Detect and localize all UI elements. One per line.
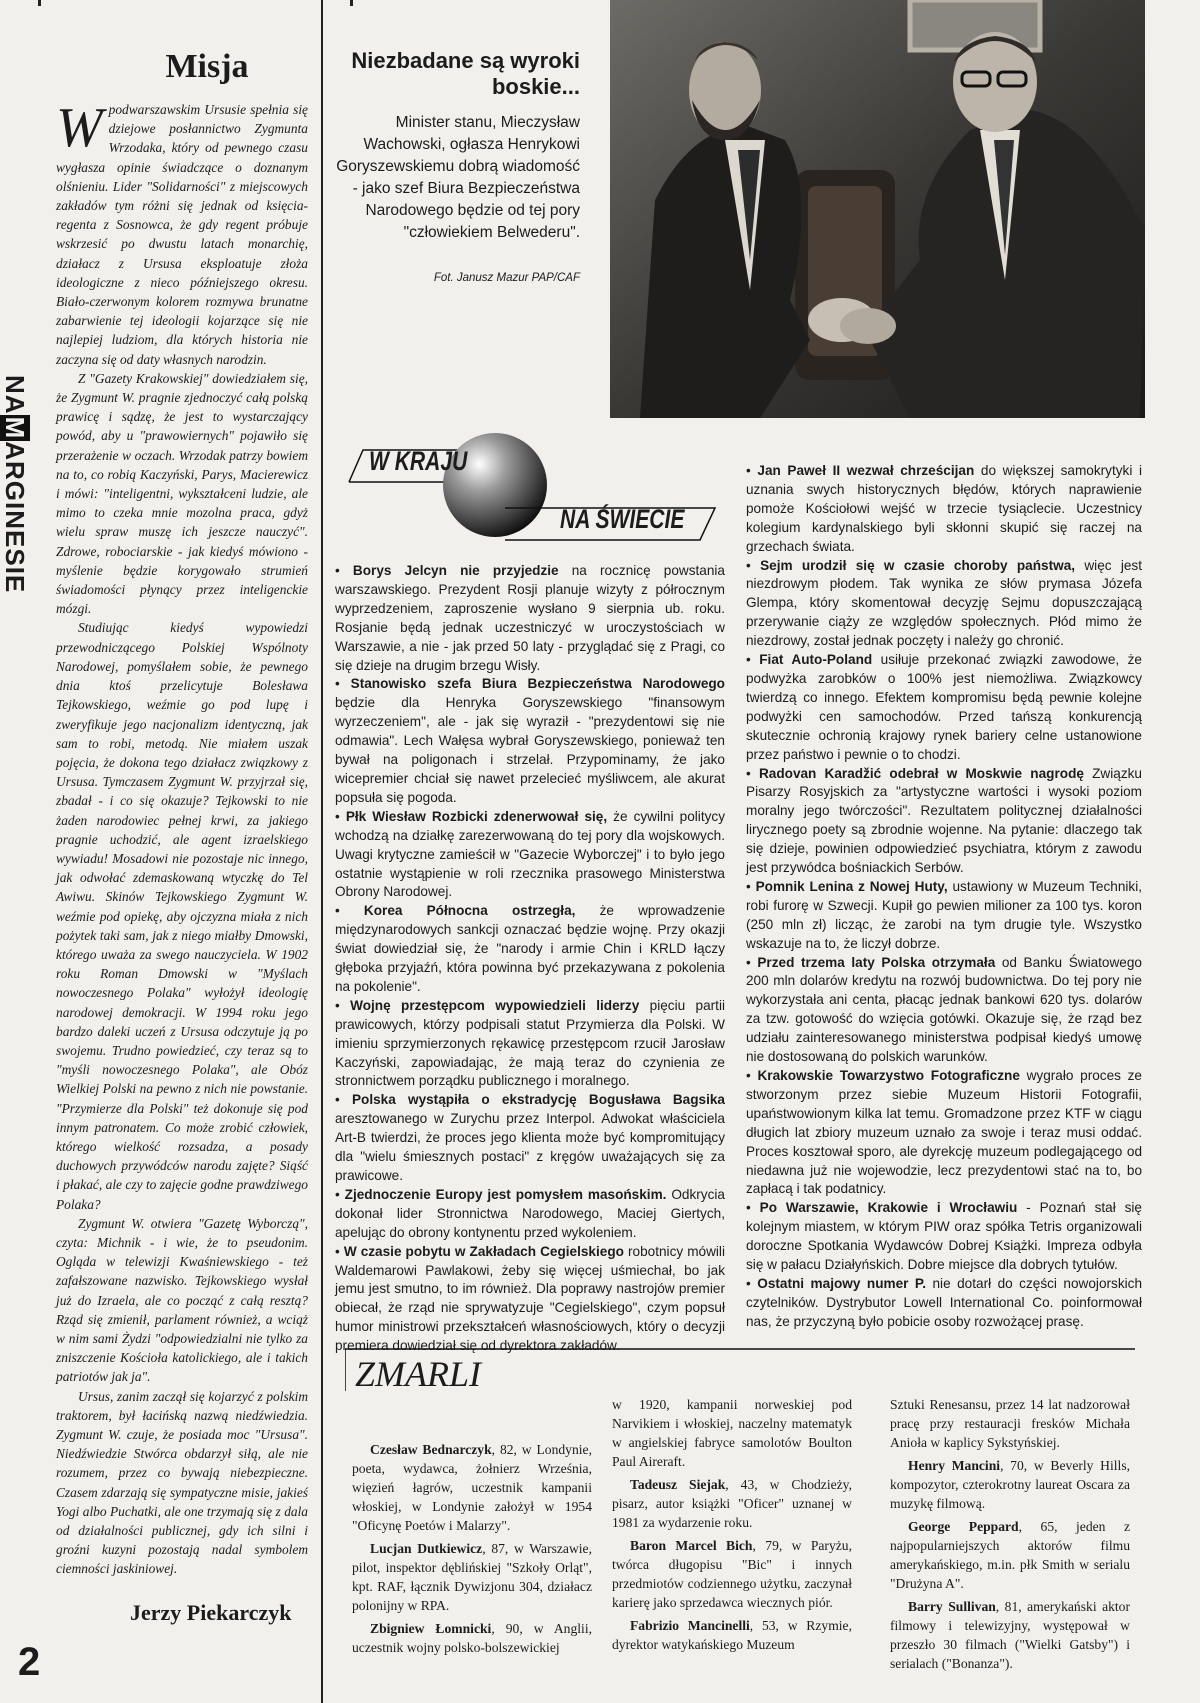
news-item bbox=[335, 997, 725, 1092]
obituary-entry bbox=[612, 1536, 852, 1612]
news-text: na rocznicę powstania warszawskiego. Prezydent Rosji planuje wizyty z półrocznym wyprzedzeniem, zaproszenie wysłano 9 sierpnia ub. roku. Rosjanie będą jednak uczestniczyć w uroczystościach w Warszawie, a nie - jak przed 50 laty - przyglądać się z Pragi, co się dzieje na drugim brzegu Wisły. bbox=[335, 563, 725, 673]
bullet-icon: • bbox=[746, 1200, 760, 1216]
news-item bbox=[335, 902, 725, 997]
news-lead: Borys Jelcyn nie przyjedzie bbox=[352, 563, 559, 578]
handshake-photo-illustration bbox=[610, 0, 1145, 418]
bullet-icon: • bbox=[746, 463, 758, 478]
news-lead: Ostatni majowy numer P. bbox=[757, 1275, 927, 1291]
news-lead: Sejm urodził się w czasie choroby państwa, bbox=[760, 557, 1076, 573]
news-item bbox=[746, 1199, 1142, 1275]
photo-caption-block bbox=[330, 48, 580, 284]
misja-paragraph: Studiując kiedyś wypowiedzi przewodniczącego Polskiej Wspólnoty Narodowej, pomyślałem sobie, że pewnego dnia ktoś przelicytuje Bolesława Tejkowskiego, weźmie go pod lupę i zweryfikuje jego nacjonalizm identyczną, jak sam to robi, metodą. Nie miałem uszak pojęcia, że dokona tego działacz związkowy z Ursusa. Tymczasem Zygmunt W. przyjrzał się, zbadał - i co się okazuje? Tejkowski to nie żaden narodowiec pełnej krwi, za jakiego pragnie uchodzić, ale agent izraelskiego wywiadu! Mosadowi nie pozostaje nic innego, jak odwołać zdemaskowaną wtyczkę do Tel Awiwu. Skinów Tejkowskiego Zygmunt W. weźmie pod opiekę, aby ojczyzna miała z nich pożytek taki sam, jak z niego miałby Dmowski, którego uważa za swego nauczyciela. W 1902 roku Roman Dmowski w "Myślach nowoczesnego Polaka" wyłożył ideologię narodowej demokracji. W 1994 roku jego bardzo daleki uczeń z Ursusa odczytuje ją po swojemu. Trudno powiedzieć, czy teraz są to "myśli nowoczesnego Polaka", ale Obóz Wielkiej Polski na pewno z nich nie powstanie. "Przymierze dla Polski" też dokonuje się pod innym patronatem. Co może zrobić człowiek, którego wielkość rozsadza, a posady duchowych przywódców narodu zajęte? Siąść i płakać, ale czy to zajęcie godne prawdziwego Polaka? bbox=[56, 620, 308, 1212]
zmarli-column-2 bbox=[612, 1395, 852, 1658]
news-text: wygrało proces ze stworzonym przez siebie Muzeum Historii Fotografii, upaństwowionym kilka lat temu. Gromadzone przez KTF w ciągu długich lat zbiory muzeum uznało za swoje i teraz musi oddać. Proces kosztował sporo, ale dyrekcję muzeum podlegającego od niedawna już nie wojewodzie, lecz prezydentowi stać na to, bo zapłacą i tak podatnicy. bbox=[746, 1068, 1142, 1197]
news-text: więc jest niezdrowym płodem. Tak wynika ze słów prymasa Józefa Glempa, który skomentował decyzję Sejmu dopuszczającą przerywanie ciąży ze względów społecznych. Płód mimo że niezdrowy, został jednak poczęty i należy go chronić. bbox=[746, 557, 1143, 649]
news-text: - Poznań stał się kolejnym miastem, w którym PIW oraz spółka Tetris organizowali doroczne Spotkania Wydawców Dobrej Książki. Impreza odbyła się w pałacu Działyńskich. Dobre miejsce dla dobrych tytułów. bbox=[746, 1200, 1142, 1273]
obituary-text: , 65, jeden z najpopularniejszych aktorów filmu amerykańskiego, m.in. płk Smith w serialu "Drużyna A". bbox=[890, 1519, 1130, 1591]
obituary-name: Baron Marcel Bich bbox=[630, 1538, 753, 1553]
obituary-entry bbox=[890, 1395, 1130, 1452]
news-item bbox=[746, 878, 1142, 954]
zmarli-column-3 bbox=[890, 1395, 1130, 1677]
banner-right-label: NA ŚWIECIE bbox=[560, 504, 685, 534]
misja-column bbox=[56, 48, 308, 1579]
news-item bbox=[335, 675, 725, 807]
obituary-text: , 53, w Rzymie, dyrektor watykańskiego Muzeum bbox=[612, 1618, 852, 1652]
bullet-icon: • bbox=[335, 997, 351, 1013]
section-label-suffix: ARGINESIE bbox=[0, 441, 30, 594]
news-lead: Stanowisko szefa Biura Bezpieczeństwa Narodowego bbox=[350, 676, 725, 692]
bullet-icon: • bbox=[335, 808, 346, 824]
news-text: Odkrycia dokonał lider Stronnictwa Narodowego, Maciej Giertych, apelując do obrony kontynentu przed wykoleniem. bbox=[335, 1186, 725, 1240]
news-item bbox=[335, 1091, 725, 1186]
news-text: usiłuje przekonać związki zawodowe, że podwyżka zarobków o 100% jest niemożliwa. Związkowcy twierdzą co innego. Efektem kompromisu będą pewnie kolejne podwyżki cen samochodów. Przed tańszą konkurencją skutecznie ochronią krajowy rynek bariery celne ustanowione przez państwo i pewnie o to chodzi. bbox=[746, 652, 1142, 762]
news-text: aresztowanego w Zurychu przez Interpol. Adwokat właściciela Art-B twierdzi, że proces jego klienta może być kompromitujący dla "wielu śmiesznych postaci" z kręgów uważających się za prawicowe. bbox=[335, 1111, 725, 1183]
misja-paragraph: Ursus, zanim zaczął się kojarzyć z polskim traktorem, był łacińską nazwą niedźwiedzia. Zygmunt W. czuje, że posiada moc "Ursusa". Niedźwiedzie Stwórca obdarzył siłą, ale nie rozumem, przez co bywają niebezpieczne. Czasem zdarzają się sympatyczne misie, jakieś Yogi albo Puchatki, ale one trzymają się z dala od działalności publicznej, gdy ich silni i groźni kuzyni pozostają nadal symbolem ciemności jaskiniowej. bbox=[56, 1388, 308, 1577]
bullet-icon: • bbox=[746, 557, 761, 573]
news-text: pięciu partii prawicowych, którzy podpisali statut Przymierza dla Polski. W imieniu sprzymierzonych rękawicę przestępcom rzucił Jarosław Kaczyński, zapowiadając, że mają teraz do czynienia ze stronnictwem porządku publicznego i moralnego. bbox=[335, 997, 725, 1089]
news-text: Związku Pisarzy Rosyjskich za "artystyczne wartości i wysoki poziom moralny jego twórczości". Rezultatem politycznej działalności lirycznego poety są zbrodnie wojenne. Na pytanie: dlaczego tak się dzieje, powinien odpowiedzieć psychiatra, którym z zawodu jest przywódca bośniackich Serbów. bbox=[746, 765, 1142, 876]
bullet-icon: • bbox=[335, 1243, 344, 1259]
news-column-right bbox=[746, 462, 1142, 1332]
misja-paragraph: Z "Gazety Krakowskiej" dowiedziałem się, że Zygmunt W. pragnie zjednoczyć całą polską prawicę i sądzę, że jest to wystarczający powód, aby u "prawowiernych" pojawiło się przerażenie w oczach. Wrzodak patrzy bowiem na to, co robią Kaczyński, Parys, Macierewicz i mówi: "inteligentni, wykształceni ludzie, ale mimo to czeka mnie mozolna praca, gdyż wielu spraw muszę ich jeszcze nauczyć". Zdrowe, robociarskie - jak kiedyś mówiono - myślenie będzie korygowało strumień świadomości płynący przez inteligenckie mózgi. bbox=[56, 370, 308, 617]
obituary-name: Czesław Bednarczyk bbox=[370, 1442, 492, 1457]
news-text: do większej samokrytyki i uznania swych historycznych błędów, których naprawienie pomoże Kościołowi wejść w trzecie tysiąclecie. Uczestnicy kolegium kardynalskiego byli skłonni skupić się raczej na grzechach świata. bbox=[746, 463, 1142, 554]
obituary-entry bbox=[352, 1440, 592, 1535]
news-item bbox=[746, 1067, 1142, 1199]
misja-paragraph: Zygmunt W. otwiera "Gazetę Wyborczą", czyta: Michnik - i wie, że to pseudonim. Ogląda w telewizji Kwaśniewskiego - też zafałszowane nazwisko. Tejkowskiego wysłał już do Izraela, ale co począć z całą resztą? Rząd się zmienił, parlament również, a wciąż w nim sami Żydzi "odpowiedzialni nie tylko za zniszczenie Kościoła katolickiego, ale i takich patriotów jak ja". bbox=[56, 1215, 308, 1385]
news-item bbox=[746, 557, 1142, 652]
obituary-entry bbox=[352, 1539, 592, 1615]
obituary-entry bbox=[352, 1619, 592, 1657]
news-lead: Po Warszawie, Krakowie i Wrocławiu bbox=[759, 1200, 1018, 1216]
page-number: 2 bbox=[18, 1640, 41, 1684]
news-item bbox=[746, 462, 1142, 557]
news-item bbox=[335, 1243, 725, 1356]
news-text: będzie dla Henryka Goryszewskiego "finansowym wyrzeczeniem", ale - jak się wyraził - "prezydentowi się nie odmawia". Lech Wałęsa wybrał Goryszewskiego, ponieważ ten bywał na poligonach i strzelał. Przypominamy, że jako wicepremier chciał się nawet przelecieć myśliwcem, ale akurat popsuła się pogoda. bbox=[335, 695, 725, 805]
obituary-text: , 70, w Beverly Hills, kompozytor, czterokrotny laureat Oscara za muzykę filmową. bbox=[890, 1458, 1131, 1511]
misja-title: Misja bbox=[165, 48, 249, 85]
news-item bbox=[335, 562, 725, 675]
bullet-icon: • bbox=[746, 765, 759, 781]
news-lead: W czasie pobytu w Zakładach Cegielskiego bbox=[343, 1243, 624, 1259]
misja-paragraph: Wpodwarszawskim Ursusie spełnia się dziejowe posłannictwo Zygmunta Wrzodaka, który od pewnego czasu wygłasza opinie świadczące o doznanym olśnieniu. Lider "Solidarności" z miejscowych zakładów tym różni się jednak od księcia-regenta z Sosnowca, że gdy regent próbuje wskrzesić po dwustu latach monarchię, działacz z Ursusa eksploatuje złoża ideologiczne z nieco późniejszego okresu. Biało-czerwonym kolorem rozmywa brunatne zabarwienie tej ideologii kojarzące się nie najlepiej ludziom, dla których historia nie zaczyna się od daty własnych narodzin. bbox=[56, 97, 308, 367]
obituary-text: , 79, w Paryżu, twórca długopisu "Bic" i innych przedmiotów codziennego użytku, zaczynał karierę jako sprzedawca wiecznych piór. bbox=[612, 1538, 852, 1610]
bullet-icon: • bbox=[746, 1068, 758, 1083]
photo-credit: Fot. Janusz Mazur PAP/CAF bbox=[433, 272, 580, 284]
press-photo bbox=[610, 0, 1145, 418]
obituary-text: Sztuki Renesansu, przez 14 lat nadzorował pracę przy restauracji fresków Michała Anioła w kaplicy Sykstyńskiej. bbox=[890, 1397, 1130, 1450]
dropcap: W bbox=[56, 97, 103, 159]
news-item bbox=[746, 1275, 1142, 1332]
section-label bbox=[0, 375, 34, 635]
banner-left-label: W KRAJU bbox=[369, 446, 468, 476]
news-column-left bbox=[335, 562, 725, 1356]
news-lead: Polska wystąpiła o ekstradycję Bogusława Bagsika bbox=[351, 1092, 725, 1108]
news-text: że wprowadzenie międzynarodowych sankcji oznaczać będzie wojnę. Przy okazji świat dowiedział się, że "narody i armie Chin i KRLD łączy głęboka przyjaźń, która powinna być przekazywana z pokolenia na pokolenie". bbox=[335, 903, 726, 994]
obituary-text: w 1920, kampanii norweskiej pod Narvikiem i włoskiej, naczelny matematyk w angielskiej fabryce samolotów Boulton Paul Aireraft. bbox=[612, 1397, 852, 1469]
photo-headline: Niezbadane są wyroki boskie... bbox=[351, 48, 580, 99]
bullet-icon: • bbox=[335, 903, 364, 919]
news-lead: Fiat Auto-Poland bbox=[759, 652, 873, 668]
news-lead: Korea Północna ostrzegła, bbox=[363, 903, 576, 919]
news-lead: Wojnę przestępcom wypowiedzieli liderzy bbox=[350, 997, 640, 1013]
news-lead: Jan Paweł II wezwał chrześcijan bbox=[757, 463, 975, 478]
obituary-text: , 81, amerykański aktor filmowy i telewizyjny, występował w przeszło 30 filmach ("Wielki Gatsby") i serialach ("Bonanza"). bbox=[890, 1599, 1130, 1671]
obituary-text: , 90, w Anglii, uczestnik wojny polsko-bolszewickiej bbox=[352, 1621, 592, 1655]
misja-author: Jerzy Piekarczyk bbox=[130, 1600, 292, 1625]
news-lead: Płk Wiesław Rozbicki zdenerwował się, bbox=[345, 808, 608, 824]
news-lead: Pomnik Lenina z Nowej Huty, bbox=[755, 878, 948, 894]
obituary-name: Tadeusz Siejak bbox=[630, 1477, 726, 1492]
misja-body bbox=[56, 97, 308, 1579]
bullet-icon: • bbox=[335, 563, 353, 578]
obituary-name: Barry Sullivan bbox=[908, 1599, 996, 1614]
bullet-icon: • bbox=[746, 878, 756, 894]
zmarli-header bbox=[345, 1345, 1135, 1393]
obituary-entry bbox=[890, 1597, 1130, 1673]
obituary-name: George Peppard bbox=[908, 1519, 1019, 1534]
obituary-entry bbox=[890, 1456, 1130, 1513]
obituary-text: , 43, w Chodzieży, pisarz, autor książki "Oficer" uznanej w 1981 za wydarzenie roku. bbox=[612, 1477, 852, 1530]
bullet-icon: • bbox=[746, 1275, 758, 1291]
news-text: nie dotarł do części nowojorskich czytelników. Dystrybutor Lowell International Co. poinformował nas, że przyczyną było pobicie osoby rozwożącej prasę. bbox=[746, 1275, 1143, 1329]
top-mark bbox=[38, 0, 41, 6]
section-label-prefix: NA bbox=[0, 375, 30, 415]
top-mark bbox=[350, 0, 353, 6]
news-item bbox=[335, 808, 725, 903]
news-item bbox=[746, 954, 1142, 1067]
zmarli-column-1 bbox=[352, 1440, 592, 1661]
obituary-name: Zbigniew Łomnicki bbox=[370, 1621, 492, 1636]
news-lead: Krakowskie Towarzystwo Fotograficzne bbox=[757, 1068, 1020, 1083]
column-rule bbox=[321, 0, 323, 1703]
news-lead: Przed trzema laty Polska otrzymała bbox=[757, 954, 996, 970]
obituary-entry bbox=[612, 1395, 852, 1471]
bullet-icon: • bbox=[746, 652, 760, 668]
obituary-name: Henry Mancini bbox=[908, 1458, 1001, 1473]
obituary-name: Fabrizio Mancinelli bbox=[630, 1618, 750, 1633]
news-item bbox=[335, 1186, 725, 1243]
news-item bbox=[746, 765, 1142, 878]
obituary-entry bbox=[612, 1616, 852, 1654]
news-lead: Radovan Karadžić odebrał w Moskwie nagrodę bbox=[758, 765, 1084, 781]
obituary-entry bbox=[890, 1517, 1130, 1593]
bullet-icon: • bbox=[335, 1092, 352, 1108]
obituary-text: , 82, w Londynie, poeta, wydawca, żołnierz Września, więzień łagrów, uczestnik kampanii włoskiej, w Londynie założył w 1954 "Oficynę Poetów i Malarzy". bbox=[352, 1442, 592, 1533]
news-item bbox=[746, 651, 1142, 764]
bullet-icon: • bbox=[335, 1186, 345, 1202]
news-banner bbox=[345, 430, 725, 545]
news-text: robotnicy mówili Waldemarowi Pawlakowi, żeby się więcej uśmiechał, bo jak jemu jest smutno, to im również. Dla poprawy nastrojów premier obiecał, że rząd nie sprywatyzuje "Cegielskiego", czym popsuł humor ministrowi przekształceń własnościowych, który o decyzji premiera dowiedział się od dyrektora zakładów. bbox=[335, 1243, 725, 1354]
obituary-name: Lucjan Dutkiewicz bbox=[370, 1541, 483, 1556]
news-text: ustawiony w Muzeum Techniki, robi furorę w Szwecji. Kupił go pewien milioner za 100 tys. koron (250 mln zł) licząc, że zarobi na tym drugie tyle. Wszystko wskazuje na to, że liczył dobrze. bbox=[746, 878, 1142, 951]
section-label-letter: M bbox=[0, 416, 30, 440]
photo-caption: Minister stanu, Mieczysław Wachowski, ogłasza Henrykowi Goryszewskiemu dobrą wiadomość - jako szef Biura Bezpieczeństwa Narodowego będzie od tej pory "człowiekiem Belwederu". bbox=[336, 114, 580, 241]
news-text: od Banku Światowego 200 mln dolarów kredytu na rozwój budownictwa. Do tej pory nie wykorzystała ani centa, płacąc jednak bankowi 620 tys. dolarów za tzw. gotowość do wzięcia gotówki. Okazuje się, że rząd bez udziału zainteresowanego ministerstwa podpisał kiedyś umowę nie dostosowaną do polskich warunków. bbox=[746, 954, 1142, 1065]
obituary-entry bbox=[612, 1475, 852, 1532]
bullet-icon: • bbox=[746, 954, 758, 970]
zmarli-title: ZMARLI bbox=[355, 1354, 481, 1394]
news-text: że cywilni politycy wchodzą na działkę zarezerwowaną do tej pory dla wojskowych. Uwagi krytyczne zamieścił w "Gazecie Wyborczej" i to było jego ostatnie wystąpienie w roli rzecznika prasowego Ministerstwa Obrony Narodowej. bbox=[335, 808, 725, 900]
bullet-icon: • bbox=[335, 676, 351, 692]
news-lead: Zjednoczenie Europy jest pomysłem masońskim. bbox=[344, 1186, 667, 1202]
obituary-text: , 87, w Warszawie, pilot, inspektor dęblińskiej "Szkoły Orląt", kpt. RAF, łącznik Dywizjonu 304, działacz polonijny w RPA. bbox=[352, 1541, 592, 1613]
